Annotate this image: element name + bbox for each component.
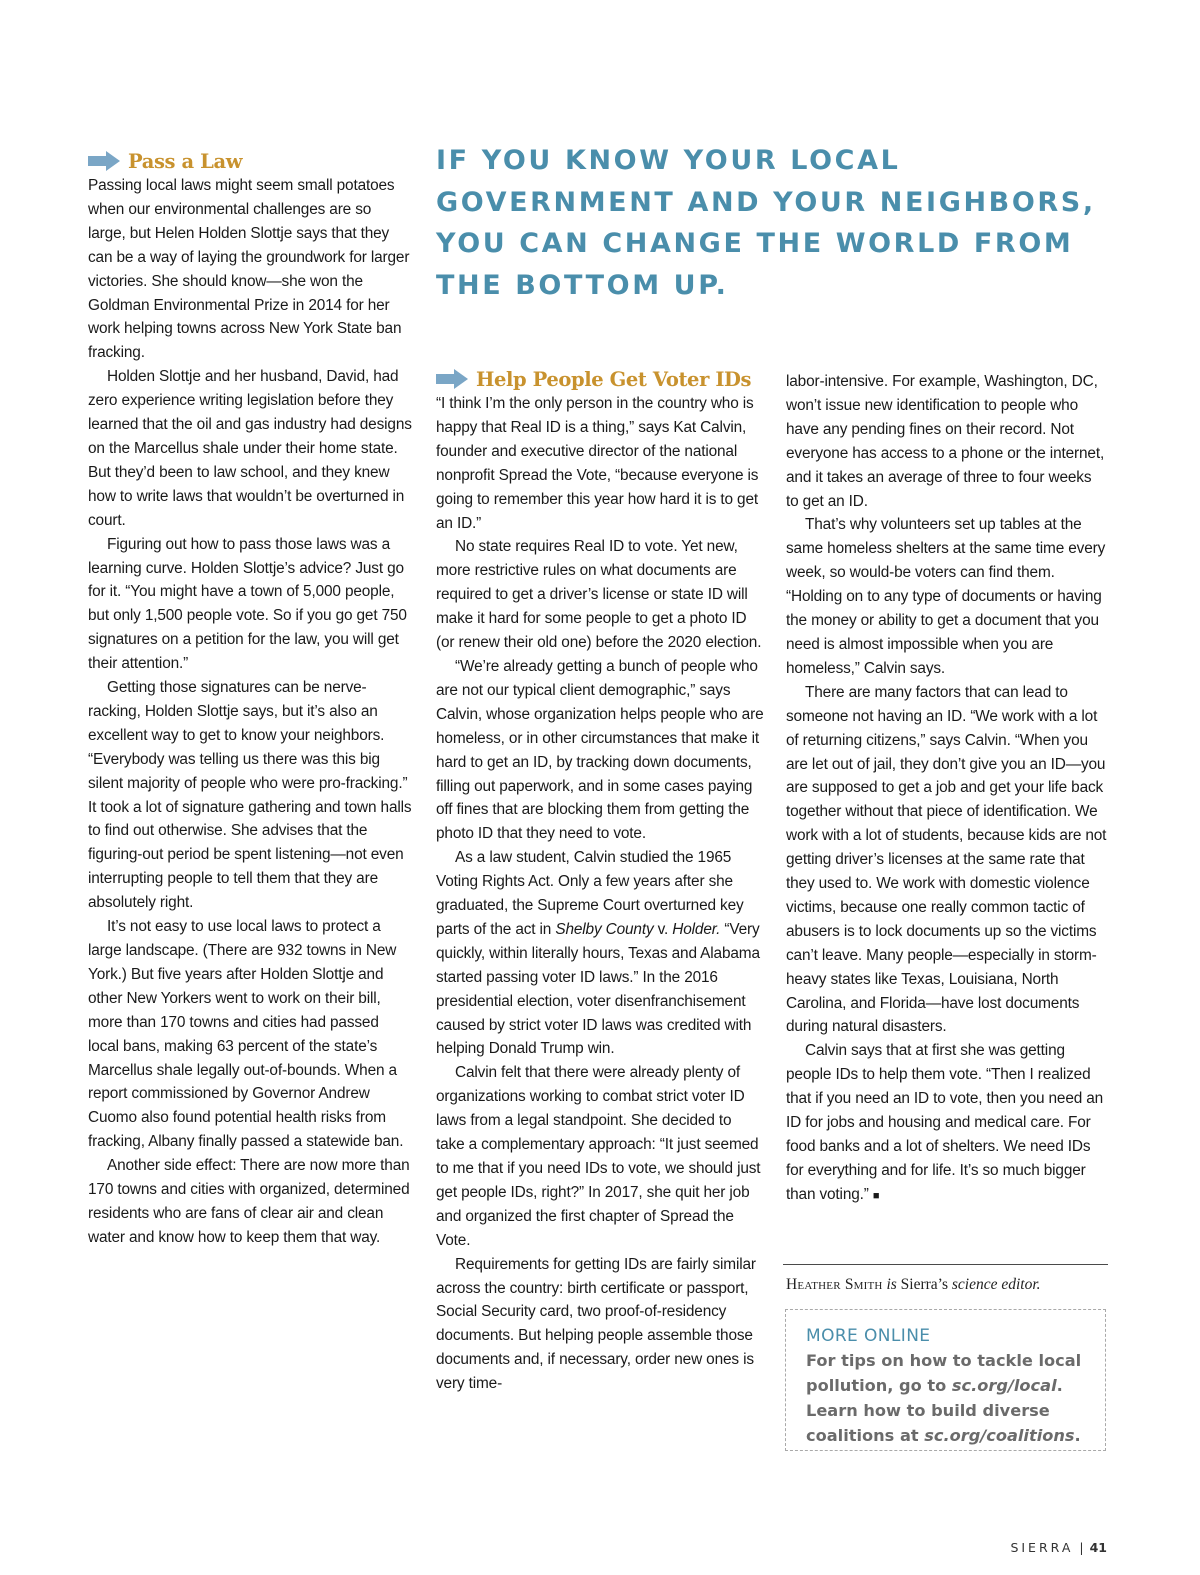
- paragraph: labor-intensive. For example, Washington, DC, won’t issue new identification to people who have any pending fines on their record. Not everyone has access to a phone or the internet, and it takes an average of three to four weeks to get an ID.: [786, 373, 1105, 510]
- byline-rule: [783, 1264, 1108, 1265]
- author-role: science editor.: [951, 1276, 1041, 1293]
- folio-separator: |: [1079, 1540, 1084, 1555]
- column-middle: [436, 366, 764, 1396]
- text-run: . Learn how to build diverse coalitions at: [806, 1376, 1063, 1445]
- paragraph: Getting those signatures can be nerve-racking, Holden Slottje says, but it’s also an excellent way to get to know your neighbors. “Everybody was telling us there was this big silent majority of people who were pro-fracking.” It took a lot of signature gathering and town halls to find out otherwise. She advises that the figuring-out period be spent listening—not even interrupting people to tell them that they are absolutely right.: [88, 679, 412, 912]
- column-right: [786, 370, 1108, 1209]
- case-name: Holder.: [672, 920, 721, 938]
- section-heading-pass-a-law: [88, 148, 412, 174]
- paragraph: Another side effect: There are now more than 170 towns and cities with organized, determined residents who are fans of clear air and clean water and know how to keep them that way.: [88, 1157, 410, 1246]
- paragraph: Calvin felt that there were already plenty of organizations working to combat strict voter ID laws from a legal standpoint. She decided to take a complementary approach: “It just seemed to me that if you need IDs to vote, we should just get people IDs, right?” In 2017, she quit her job and organized the first chapter of Spread the Vote.: [436, 1064, 761, 1249]
- publication-name: Sierra’s: [900, 1276, 949, 1293]
- text-run: As a law student, Calvin studied the 1965 Voting Rights Act. Only a few years after she graduated, the Supreme Court overturned key parts of the act in: [436, 849, 744, 938]
- paragraph: “We’re already getting a bunch of people who are not our typical client demographic,” says Calvin, whose organization helps people who are homeless, or in other circumstances that make it hard to get an ID, by tracking down documents, filling out paperwork, and in some cases paying off fines that are blocking them from getting the photo ID that they need to vote.: [436, 657, 764, 843]
- link-coalitions[interactable]: sc.org/coalitions: [924, 1426, 1075, 1445]
- link-local[interactable]: sc.org/local: [951, 1376, 1057, 1395]
- paragraph: No state requires Real ID to vote. Yet new, more restrictive rules on what documents are required to get a driver’s license or state ID will make it hard for some people to get a photo ID (or renew their old one) before the 2020 election.: [436, 538, 762, 652]
- byline-is: is: [886, 1276, 897, 1293]
- text-run: “Very quickly, within literally hours, Texas and Alabama started passing voter ID laws.” In the 2016 presidential election, voter disenfranchisement caused by strict voter ID laws was credited with helping Donald Trump win.: [436, 920, 760, 1058]
- end-mark: ■: [872, 1189, 880, 1202]
- pull-quote: IF YOU KNOW YOUR LOCAL GOVERNMENT AND YOUR NEIGHBORS, YOU CAN CHANGE THE WORLD FROM THE BOTTOM UP.: [436, 145, 1096, 301]
- paragraph: Passing local laws might seem small potatoes when our environmental challenges are so large, but Helen Holden Slottje says that they can be a way of laying the groundwork for larger victories. She should know—she won the Goldman Environmental Prize in 2014 for her work helping towns across New York State ban fracking.: [88, 177, 410, 362]
- section-title: Pass a Law: [128, 149, 243, 173]
- page-number: 41: [1089, 1540, 1107, 1555]
- author-name: Heather Smith: [786, 1276, 883, 1293]
- paragraph: Requirements for getting IDs are fairly similar across the country: birth certificate or passport, Social Security card, two proof-of-residency documents. But helping people assemble those documents and, if necessary, order new ones is very time-: [436, 1255, 756, 1393]
- more-online-heading: MORE ONLINE: [806, 1326, 931, 1346]
- more-online-box: [785, 1309, 1106, 1451]
- text-run: Calvin says that at first she was getting people IDs to help them vote. “Then I realized that if you need an ID to vote, then you need an ID for jobs and housing and medical care. For food banks and a lot of shelters. We need IDs for everything and for life. It’s so much bigger than voting.”: [786, 1042, 1104, 1203]
- arrow-right-icon: [436, 369, 468, 389]
- article-text: [436, 392, 764, 1396]
- paragraph: There are many factors that can lead to someone not having an ID. “We work with a lot of returning citizens,” says Calvin. “When you are let out of jail, they don’t give you an ID—you are supposed to get a job and get your life back together without that piece of identification. We work with a lot of students, because kids are not getting driver’s licenses at the same rate that they used to. We work with domestic violence victims, because one really common tactic of abusers is to lock documents up so the victims can’t leave. Many people—especially in storm-heavy states like Texas, Louisiana, North Carolina, and Florida—have lost documents during natural disasters.: [786, 683, 1107, 1036]
- text-run: .: [1074, 1426, 1081, 1445]
- column-left: [88, 148, 412, 1250]
- arrow-right-icon: [88, 151, 120, 171]
- paragraph: Figuring out how to pass those laws was a learning curve. Holden Slottje’s advice? Just go for it. “You might have a town of 5,000 people, but only 1,500 people vote. So if you go get 750 signatures on a petition for the law, you will get their attention.”: [88, 535, 407, 673]
- paragraph: [436, 846, 764, 1061]
- section-heading-voter-ids: [436, 366, 764, 392]
- paragraph: Holden Slottje and her husband, David, had zero experience writing legislation before they learned that the oil and gas industry had designs on the Marcellus shale under their home state. But they’d been to law school, and they knew how to write laws that wouldn’t be overturned in court.: [88, 368, 412, 529]
- paragraph: That’s why volunteers set up tables at the same homeless shelters at the same time every week, so would-be voters can find them. “Holding on to any type of documents or having the money or ability to get a document that you need is almost impossible when you are homeless,” Calvin says.: [786, 516, 1106, 677]
- magazine-name: SIERRA: [1010, 1540, 1074, 1555]
- case-name: Shelby County: [555, 920, 654, 938]
- paragraph: [786, 1039, 1108, 1208]
- section-title: Help People Get Voter IDs: [476, 367, 752, 391]
- paragraph: It’s not easy to use local laws to protect a large landscape. (There are 932 towns in New York.) But five years after Holden Slottje and other New Yorkers went to work on their bill, more than 170 towns and cities had passed local bans, making 63 percent of the state’s Marcellus shale legally out-of-bounds. When a report commissioned by Governor Andrew Cuomo also found potential health risks from fracking, Albany finally passed a statewide ban.: [88, 918, 404, 1151]
- text-run: For tips on how to tackle local pollution, go to: [806, 1351, 1082, 1395]
- text-run: v.: [653, 920, 673, 938]
- article-text: [786, 370, 1108, 1209]
- author-byline: [786, 1276, 1108, 1294]
- article-text: [88, 174, 412, 1250]
- paragraph: “I think I’m the only person in the country who is happy that Real ID is a thing,” says Kat Calvin, founder and executive director of the national nonprofit Spread the Vote, “because everyone is going to remember this year how hard it is to get an ID.”: [436, 395, 759, 532]
- page-folio: [1010, 1540, 1107, 1555]
- more-online-text: [806, 1348, 1086, 1448]
